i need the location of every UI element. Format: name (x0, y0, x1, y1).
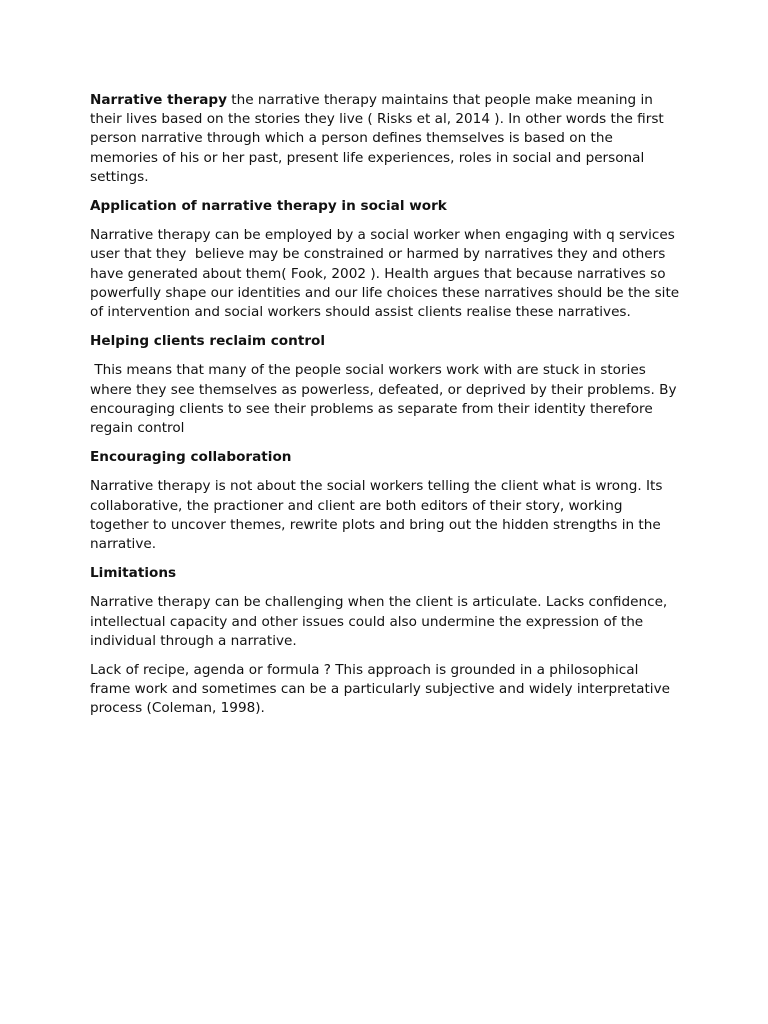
intro-lead-term: Narrative therapy (90, 92, 227, 108)
section-paragraph-application: Narrative therapy can be employed by a social worker when engaging with q services user that they believe may be constrained or harmed by narratives they and others have generated about them( Fook, 2002 ). Health argues that because narratives so powerfully shape our identities and our life choices these narratives should be the site of intervention and social workers should assist clients realise these narratives. (90, 227, 684, 321)
section-paragraph-reclaim-control: This means that many of the people social workers work with are stuck in stories where they see themselves as powerless, defeated, or deprived by their problems. By encouraging clients to see their problems as separate from their identity therefore regain control (90, 362, 681, 437)
section-heading-reclaim-control: Helping clients reclaim control (90, 333, 326, 350)
section-heading-application: Application of narrative therapy in social work (90, 198, 447, 215)
section-heading-limitations: Limitations (90, 565, 177, 582)
section-paragraph-collaboration: Narrative therapy is not about the social workers telling the client what is wrong. Its collaborative, the practioner and client are both editors of their story, working together to uncover themes, rewrite plots and bring out the hidden strengths in the narrative. (90, 478, 667, 553)
intro-text: the narrative therapy maintains that people make meaning in their lives based on the stories they live ( Risks et al, 2014 ). In other words the first person narrative through which a person defines themselves is based on the memories of his or her past, present life experiences, roles in social and personal settings. (90, 92, 669, 185)
section-heading-collaboration: Encouraging collaboration (90, 449, 292, 466)
intro-paragraph (90, 91, 680, 187)
section-paragraph-limitations-1: Narrative therapy can be challenging when the client is articulate. Lacks confidence, intellectual capacity and other issues could also undermine the expression of the individual through a narrative. (90, 594, 672, 649)
section-paragraph-limitations-2: Lack of recipe, agenda or formula ? This approach is grounded in a philosophical frame work and sometimes can be a particularly subjective and widely interpretative process (Coleman, 1998). (90, 662, 675, 717)
